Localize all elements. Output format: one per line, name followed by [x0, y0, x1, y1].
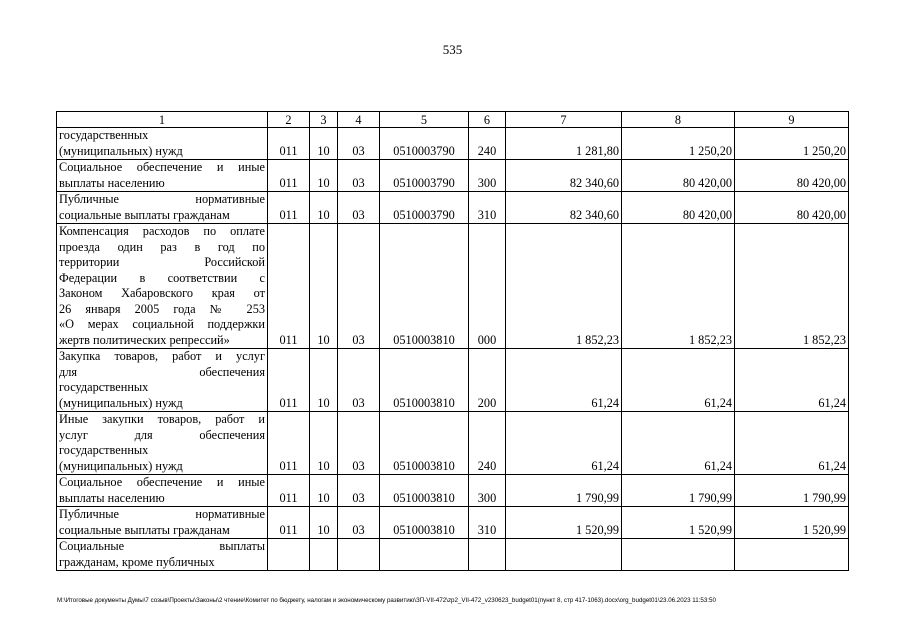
cell-col-9: 1 852,23 [735, 224, 849, 349]
row-name-line: социальные выплаты гражданам [59, 207, 230, 222]
row-name-cell [57, 475, 268, 507]
table-row [57, 160, 849, 192]
cell-col-5: 0510003810 [380, 349, 469, 412]
cell-col-4: 03 [338, 128, 380, 160]
cell-col-9: 61,24 [735, 412, 849, 475]
cell-col-4: 03 [338, 475, 380, 507]
row-name-cell [57, 160, 268, 192]
page-number: 535 [442, 42, 463, 57]
cell-col-6 [469, 539, 506, 571]
cell-col-8: 61,24 [622, 412, 735, 475]
row-name-line: Социальные выплаты [59, 539, 265, 553]
table-row [57, 507, 849, 539]
row-name-line: Социальное обеспечение и иные [59, 160, 265, 174]
row-name-line: Публичные нормативные [59, 507, 265, 521]
row-name-line: (муниципальных) нужд [59, 458, 183, 473]
row-name-line: государственных [59, 443, 149, 457]
table-row [57, 224, 849, 349]
cell-col-3: 10 [310, 128, 338, 160]
cell-col-8: 1 790,99 [622, 475, 735, 507]
cell-col-5: 0510003790 [380, 192, 469, 224]
row-name-cell [57, 224, 268, 349]
cell-col-2: 011 [268, 128, 310, 160]
cell-col-9: 80 420,00 [735, 192, 849, 224]
row-name-line: для обеспечения [59, 364, 265, 379]
cell-col-7: 82 340,60 [506, 160, 622, 192]
cell-col-8 [622, 539, 735, 571]
cell-col-7: 61,24 [506, 349, 622, 412]
cell-col-4: 03 [338, 507, 380, 539]
row-name-line: Компенсация расходов по оплате [59, 224, 265, 238]
cell-col-5: 0510003790 [380, 128, 469, 160]
cell-col-2: 011 [268, 507, 310, 539]
cell-col-6: 240 [469, 128, 506, 160]
header-cell: 9 [735, 112, 849, 128]
document-footer-path: M:\Итоговые документы Думы\7 созыв\Проекты\Законы\2 чтение\Комитет по бюджету, налогам и экономическому развитию\ЗП-VII-472\zp2_VII-472_v230623_budget01(пункт 8, стр 417-1063).docx\org_budget01\23.06.2023 11:53:50 [57, 597, 716, 604]
cell-col-4: 03 [338, 412, 380, 475]
row-name-line: государственных [59, 128, 149, 142]
row-name-line: выплаты населению [59, 175, 165, 190]
cell-col-6: 200 [469, 349, 506, 412]
cell-col-6: 300 [469, 160, 506, 192]
cell-col-4: 03 [338, 224, 380, 349]
cell-col-3: 10 [310, 224, 338, 349]
cell-col-2 [268, 539, 310, 571]
cell-col-7 [506, 539, 622, 571]
cell-col-5 [380, 539, 469, 571]
table-header-row [57, 112, 849, 128]
cell-col-7: 61,24 [506, 412, 622, 475]
cell-col-9: 61,24 [735, 349, 849, 412]
header-cell: 6 [469, 112, 506, 128]
row-name-line: «О мерах социальной поддержки [59, 317, 265, 331]
row-name-line: (муниципальных) нужд [59, 395, 183, 410]
cell-col-9: 1 790,99 [735, 475, 849, 507]
cell-col-6: 000 [469, 224, 506, 349]
table-row [57, 349, 849, 412]
cell-col-2: 011 [268, 475, 310, 507]
cell-col-2: 011 [268, 349, 310, 412]
header-cell: 1 [57, 112, 268, 128]
cell-col-8: 1 520,99 [622, 507, 735, 539]
cell-col-7: 1 790,99 [506, 475, 622, 507]
cell-col-6: 240 [469, 412, 506, 475]
cell-col-5: 0510003810 [380, 475, 469, 507]
cell-col-9: 1 250,20 [735, 128, 849, 160]
row-name-line: Социальное обеспечение и иные [59, 475, 265, 489]
cell-col-5: 0510003790 [380, 160, 469, 192]
row-name-cell [57, 128, 268, 160]
cell-col-7: 82 340,60 [506, 192, 622, 224]
table-row [57, 192, 849, 224]
cell-col-8: 80 420,00 [622, 192, 735, 224]
cell-col-7: 1 520,99 [506, 507, 622, 539]
table-row [57, 412, 849, 475]
cell-col-8: 1 250,20 [622, 128, 735, 160]
cell-col-6: 310 [469, 507, 506, 539]
cell-col-3: 10 [310, 412, 338, 475]
cell-col-8: 1 852,23 [622, 224, 735, 349]
cell-col-3: 10 [310, 160, 338, 192]
header-cell: 4 [338, 112, 380, 128]
header-cell: 3 [310, 112, 338, 128]
cell-col-6: 310 [469, 192, 506, 224]
row-name-cell [57, 539, 268, 571]
cell-col-3: 10 [310, 192, 338, 224]
cell-col-9: 80 420,00 [735, 160, 849, 192]
budget-table [56, 111, 849, 571]
row-name-line: (муниципальных) нужд [59, 143, 183, 158]
cell-col-3 [310, 539, 338, 571]
row-name-line: услуг для обеспечения [59, 427, 265, 442]
cell-col-4 [338, 539, 380, 571]
cell-col-3: 10 [310, 475, 338, 507]
cell-col-9: 1 520,99 [735, 507, 849, 539]
header-cell: 8 [622, 112, 735, 128]
row-name-line: гражданам, кроме публичных [59, 554, 215, 569]
row-name-line: Публичные нормативные [59, 192, 265, 206]
cell-col-2: 011 [268, 224, 310, 349]
row-name-line: Федерации в соответствии с [59, 270, 265, 285]
row-name-cell [57, 192, 268, 224]
header-cell: 7 [506, 112, 622, 128]
header-cell: 5 [380, 112, 469, 128]
cell-col-2: 011 [268, 160, 310, 192]
row-name-line: Иные закупки товаров, работ и [59, 412, 265, 426]
cell-col-8: 80 420,00 [622, 160, 735, 192]
row-name-line: 26 января 2005 года № 253 [59, 301, 265, 316]
cell-col-9 [735, 539, 849, 571]
row-name-line: социальные выплаты гражданам [59, 522, 230, 537]
cell-col-6: 300 [469, 475, 506, 507]
cell-col-3: 10 [310, 349, 338, 412]
cell-col-2: 011 [268, 412, 310, 475]
cell-col-3: 10 [310, 507, 338, 539]
cell-col-4: 03 [338, 160, 380, 192]
row-name-line: Закупка товаров, работ и услуг [59, 349, 265, 363]
row-name-line: государственных [59, 380, 149, 394]
row-name-line: территории Российской [59, 255, 265, 269]
cell-col-5: 0510003810 [380, 507, 469, 539]
row-name-line: выплаты населению [59, 490, 165, 505]
table-row [57, 475, 849, 507]
cell-col-7: 1 281,80 [506, 128, 622, 160]
table-row [57, 128, 849, 160]
row-name-cell [57, 349, 268, 412]
row-name-cell [57, 507, 268, 539]
cell-col-2: 011 [268, 192, 310, 224]
cell-col-4: 03 [338, 192, 380, 224]
cell-col-5: 0510003810 [380, 412, 469, 475]
cell-col-7: 1 852,23 [506, 224, 622, 349]
table-row [57, 539, 849, 571]
cell-col-4: 03 [338, 349, 380, 412]
header-cell: 2 [268, 112, 310, 128]
row-name-line: Законом Хабаровского края от [59, 286, 265, 300]
row-name-cell [57, 412, 268, 475]
row-name-line: проезда один раз в год по [59, 239, 265, 254]
cell-col-5: 0510003810 [380, 224, 469, 349]
cell-col-8: 61,24 [622, 349, 735, 412]
row-name-line: жертв политических репрессий» [59, 332, 230, 347]
